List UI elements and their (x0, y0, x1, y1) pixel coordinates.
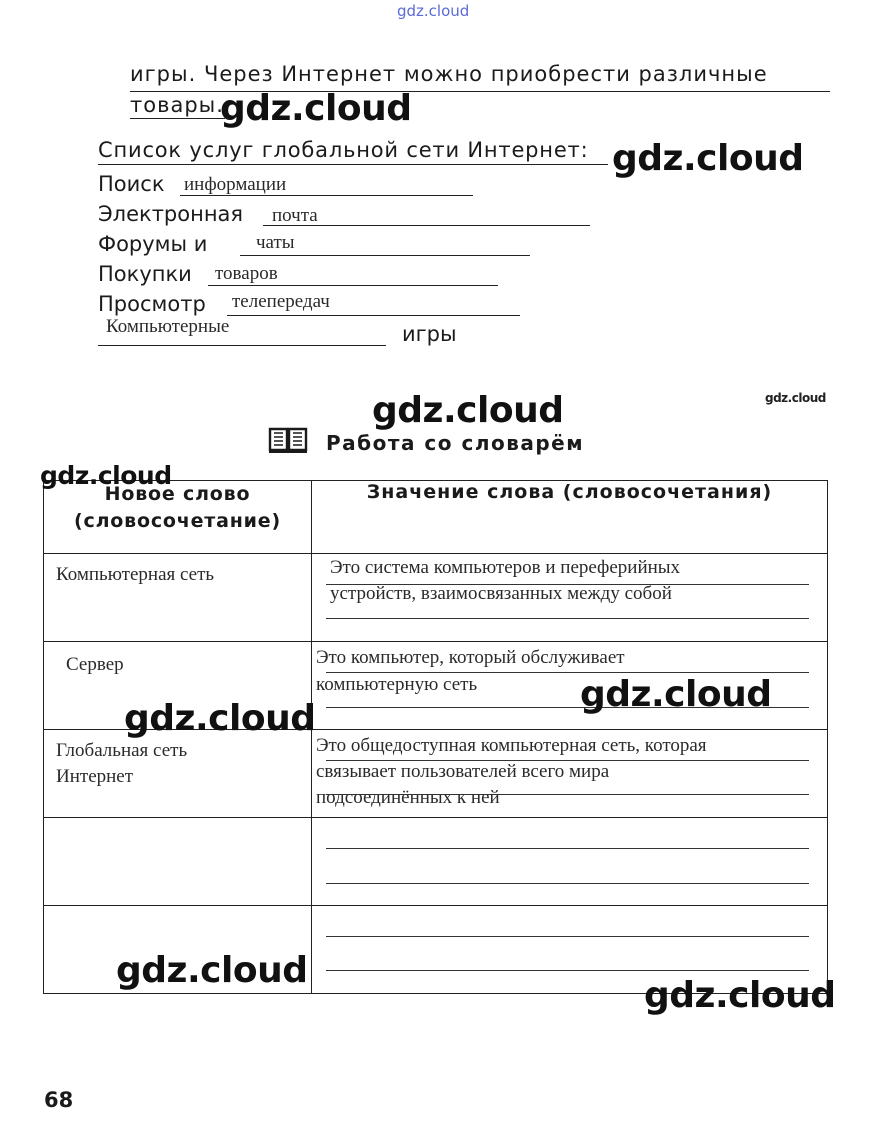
service-label-email: Электронная (98, 202, 244, 226)
writing-line (326, 936, 809, 937)
meaning-line-2: устройств, взаимосвязанных между собой (330, 583, 672, 604)
service-label-games: игры (402, 322, 457, 346)
meaning-line-3: подсоединённых к ней (316, 787, 500, 808)
service-line-search (180, 195, 473, 196)
book-icon (268, 425, 308, 453)
column-header-meaning: Значение слова (словосочетания) (312, 481, 828, 554)
term-cell (44, 554, 312, 642)
watermark: gdz.cloud (580, 674, 772, 715)
writing-line (326, 672, 809, 673)
writing-line (326, 970, 809, 971)
watermark: gdz.cloud (765, 391, 826, 405)
service-label-search: Поиск (98, 172, 165, 196)
service-line-email (263, 225, 590, 226)
service-label-forums: Форумы и (98, 232, 208, 256)
section-title: Работа со словарём (326, 431, 585, 455)
intro-underline-2 (130, 118, 225, 119)
term-text-line-1: Глобальная сеть (56, 740, 188, 761)
service-line-forums (240, 255, 530, 256)
services-title-underline (98, 164, 608, 165)
service-answer-email: почта (272, 205, 318, 226)
service-line-shopping (208, 285, 498, 286)
writing-line (326, 794, 809, 795)
watermark: gdz.cloud (40, 461, 172, 490)
writing-line (326, 883, 809, 884)
meaning-line-2: компьютерную сеть (316, 674, 478, 695)
meaning-line-1: Это общедоступная компьютерная сеть, которая (316, 735, 707, 756)
writing-line (326, 760, 809, 761)
term-cell (44, 730, 312, 818)
meaning-cell (312, 554, 828, 642)
service-answer-shopping: товаров (215, 263, 278, 284)
meaning-cell (312, 818, 828, 906)
table-row (44, 730, 828, 818)
term-text: Сервер (66, 654, 124, 675)
service-line-games (98, 345, 386, 346)
watermark: gdz.cloud (220, 88, 412, 129)
services-title: Список услуг глобальной сети Интернет: (98, 138, 589, 162)
column-header-term (44, 481, 312, 554)
watermark: gdz.cloud (372, 390, 564, 431)
writing-line (326, 618, 809, 619)
meaning-line-1: Это компьютер, который обслуживает (316, 647, 625, 668)
intro-line-1: игры. Через Интернет можно приобрести различные (130, 62, 768, 86)
column-header-term-line-2: (словосочетание) (74, 510, 281, 532)
table-row (44, 818, 828, 906)
watermark: gdz.cloud (116, 950, 308, 991)
service-answer-forums: чаты (256, 232, 295, 253)
intro-line-2: товары. (130, 93, 224, 117)
watermark-top: gdz.cloud (397, 2, 470, 20)
watermark: gdz.cloud (644, 975, 836, 1016)
service-answer-search: информации (184, 174, 287, 195)
service-label-viewing: Просмотр (98, 292, 206, 316)
page-number: 68 (44, 1088, 74, 1112)
term-cell (44, 818, 312, 906)
watermark: gdz.cloud (124, 698, 316, 739)
meaning-cell (312, 730, 828, 818)
service-label-shopping: Покупки (98, 262, 192, 286)
meaning-line-2: связывает пользователей всего мира (316, 761, 610, 782)
writing-line (326, 848, 809, 849)
service-line-viewing (227, 315, 520, 316)
column-header-term-line-1: Новое слово (104, 483, 251, 505)
service-answer-games: Компьютерные (106, 316, 230, 337)
meaning-line-1: Это система компьютеров и переферийных (330, 557, 681, 578)
table-row (44, 554, 828, 642)
service-answer-viewing: телепередач (232, 291, 330, 312)
watermark: gdz.cloud (612, 138, 804, 179)
writing-line (326, 584, 809, 585)
term-text-line-2: Интернет (56, 766, 134, 787)
term-text: Компьютерная сеть (56, 564, 215, 585)
